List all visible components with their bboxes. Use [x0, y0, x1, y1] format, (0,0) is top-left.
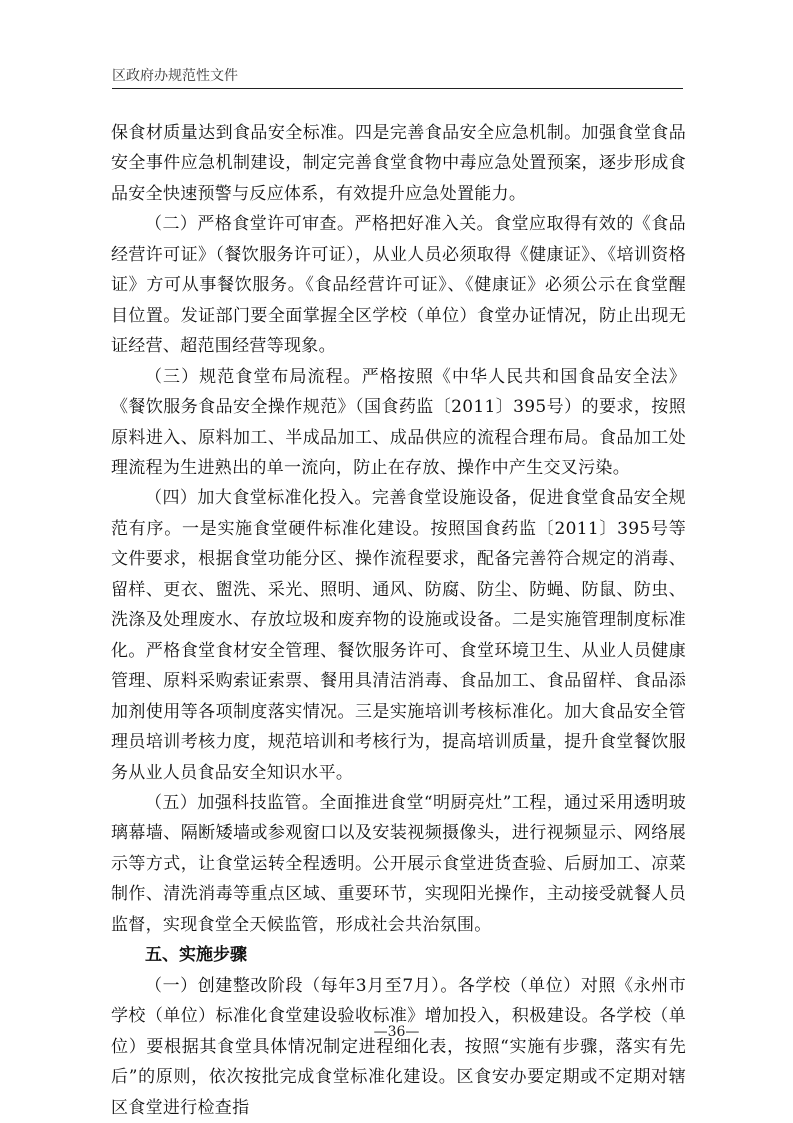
- paragraph-standardization-investment: （四）加大食堂标准化投入。完善食堂设施设备，促进食堂食品安全规范有序。一是实施食堂硬件标准化建设。按照国食药监〔2011〕395号等文件要求，根据食堂功能分区、操作流程要求，配备完善符合规定的消毒、留样、更衣、盥洗、采光、照明、通风、防腐、防尘、防蝇、防鼠、防虫、洗涤及处理废水、存放垃圾和废弃物的设施或设备。二是实施管理制度标准化。严格食堂食材安全管理、餐饮服务许可、食堂环境卫生、从业人员健康管理、原料采购索证索票、餐用具清洁消毒、食品加工、食品留样、食品添加剂使用等各项制度落实情况。三是实施培训考核标准化。加大食品安全管理员培训考核力度，规范培训和考核行为，提高培训质量，提升食堂餐饮服务从业人员食品安全知识水平。: [111, 488, 686, 783]
- document-body: [111, 118, 686, 1123]
- header-divider: [112, 88, 683, 89]
- paragraph-rectification-stage: （一）创建整改阶段（每年3月至7月）。各学校（单位）对照《永州市学校（单位）标准化食堂建设验收标准》增加投入，积极建设。各学校（单位）要根据其食堂具体情况制定进程细化表，按照“实施有步骤，落实有先后”的原则，依次按批完成食堂标准化建设。区食安办要定期或不定期对辖区食堂进行检查指: [111, 975, 686, 1118]
- paragraph-continuation: 保食材质量达到食品安全标准。四是完善食品安全应急机制。加强食堂食品安全事件应急机制建设，制定完善食堂食物中毒应急处置预案，逐步形成食品安全快速预警与反应体系，有效提升应急处置能力。: [111, 123, 686, 204]
- paragraph-layout-process: （三）规范食堂布局流程。严格按照《中华人民共和国食品安全法》《餐饮服务食品安全操作规范》（国食药监〔2011〕395号）的要求，按照原料进入、原料加工、半成品加工、成品供应的流程合理布局。食品加工处理流程为生进熟出的单一流向，防止在存放、操作中产生交叉污染。: [111, 366, 686, 478]
- paragraph-tech-supervision: （五）加强科技监管。全面推进食堂“明厨亮灶”工程，通过采用透明玻璃幕墙、隔断矮墙或参观窗口以及安装视频摄像头，进行视频显示、网络展示等方式，让食堂运转全程透明。公开展示食堂进货查验、后厨加工、凉菜制作、清洗消毒等重点区域、重要环节，实现阳光操作，主动接受就餐人员监督，实现食堂全天候监管，形成社会共治氛围。: [111, 792, 686, 935]
- paragraph-license-review: （二）严格食堂许可审查。严格把好准入关。食堂应取得有效的《食品经营许可证》（餐饮服务许可证），从业人员必须取得《健康证》、《培训资格证》方可从事餐饮服务。《食品经营许可证》、《健康证》必须公示在食堂醒目位置。发证部门要全面掌握全区学校（单位）食堂办证情况，防止出现无证经营、超范围经营等现象。: [111, 214, 686, 357]
- page-number: —36—: [373, 1024, 420, 1040]
- running-header: 区政府办规范性文件: [112, 68, 238, 84]
- section-heading: 五、实施步骤: [145, 945, 247, 966]
